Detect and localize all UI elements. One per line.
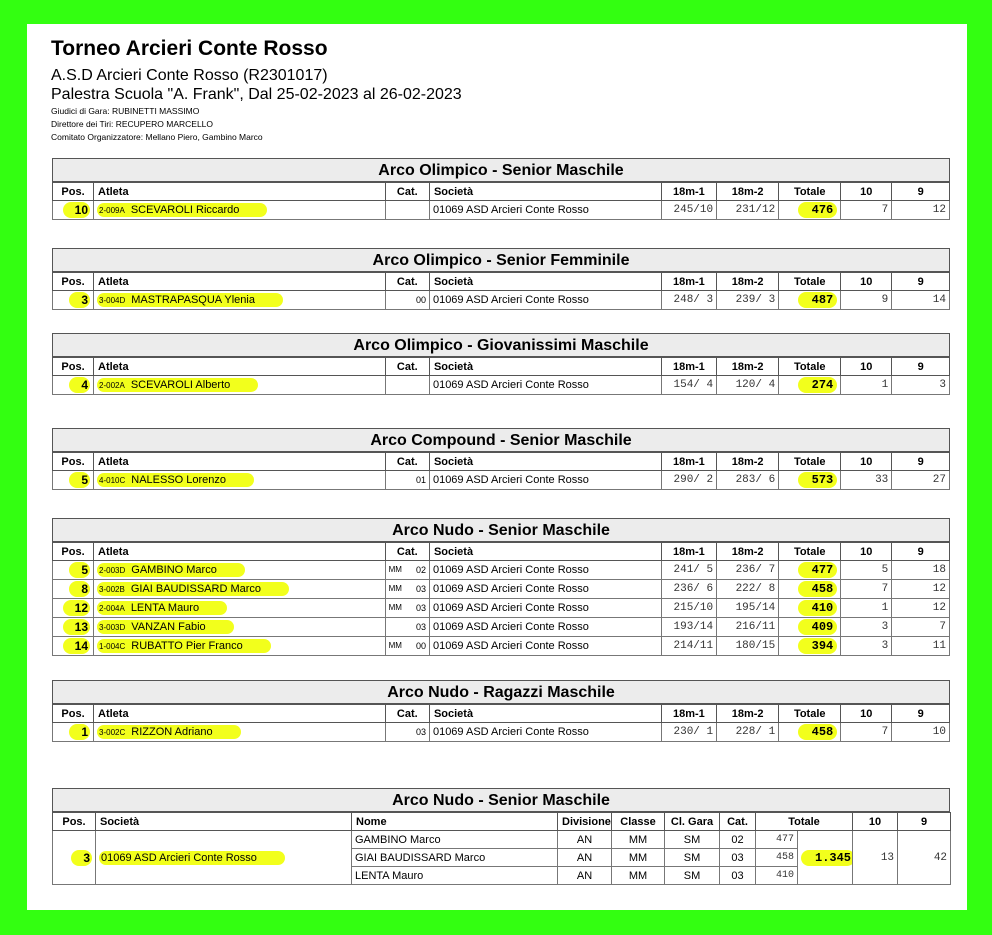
athlete-row [53, 618, 950, 637]
position [53, 637, 94, 656]
round-2-score: 231/12 [717, 201, 779, 220]
position-value: 4 [69, 377, 90, 393]
team-table [52, 812, 951, 885]
athlete-code: 3-002B [99, 585, 125, 594]
team-tens: 13 [853, 831, 898, 885]
athlete-name: RIZZON Adriano [131, 726, 213, 738]
col-round-2: 18m-2 [717, 705, 779, 723]
athlete-row [53, 376, 950, 395]
athlete-cell [94, 580, 386, 599]
header-row [53, 543, 950, 561]
col-athlete: Atleta [94, 183, 386, 201]
athlete-name: GAMBINO Marco [131, 564, 217, 576]
round-2-score: 228/ 1 [717, 723, 779, 742]
member-cl-gara: SM [665, 831, 720, 849]
col-tens: 10 [841, 453, 892, 471]
section-title: Arco Olimpico - Senior Maschile [52, 158, 950, 182]
category [385, 599, 429, 618]
results-table [52, 182, 950, 220]
round-1-score: 214/11 [661, 637, 716, 656]
col-pos: Pos. [53, 453, 94, 471]
athlete-code: 2-009A [99, 206, 125, 215]
col-pos: Pos. [53, 813, 96, 831]
section-title: Arco Nudo - Senior Maschile [52, 518, 950, 542]
position-value: 13 [63, 619, 90, 635]
total-value: 409 [798, 619, 838, 635]
col-society: Società [429, 543, 661, 561]
category-code: 00 [415, 295, 426, 305]
col-athlete: Atleta [94, 273, 386, 291]
col-athlete: Atleta [94, 705, 386, 723]
col-nines: 9 [892, 705, 950, 723]
member-class: MM [612, 831, 665, 849]
nines-count: 12 [892, 580, 950, 599]
position-value: 5 [69, 472, 90, 488]
section-title: Arco Nudo - Ragazzi Maschile [52, 680, 950, 704]
society: 01069 ASD Arcieri Conte Rosso [429, 618, 661, 637]
team-total [798, 831, 853, 885]
nines-count: 18 [892, 561, 950, 580]
society: 01069 ASD Arcieri Conte Rosso [429, 723, 661, 742]
category-code: 01 [415, 475, 426, 485]
col-round-1: 18m-1 [661, 705, 716, 723]
society: 01069 ASD Arcieri Conte Rosso [429, 580, 661, 599]
col-total: Totale [779, 273, 841, 291]
athlete-code: 2-002A [99, 381, 125, 390]
team-header-row [53, 813, 951, 831]
category [385, 561, 429, 580]
category [385, 723, 429, 742]
athlete-row [53, 599, 950, 618]
athlete-highlight [97, 620, 234, 634]
position [53, 723, 94, 742]
col-society: Società [429, 183, 661, 201]
category-code: 03 [415, 727, 426, 737]
athlete-cell [94, 618, 386, 637]
section-title: Arco Olimpico - Senior Femminile [52, 248, 950, 272]
category-section [52, 158, 950, 220]
col-society: Società [96, 813, 352, 831]
position [53, 291, 94, 310]
athlete-name: VANZAN Fabio [131, 621, 206, 633]
col-round-2: 18m-2 [717, 358, 779, 376]
total-value: 274 [798, 377, 838, 393]
member-division: AN [558, 849, 612, 867]
round-2-score: 180/15 [717, 637, 779, 656]
committee-line: Comitato Organizzatore: Mellano Piero, Gambino Marco [51, 132, 263, 142]
tens-count: 3 [841, 618, 892, 637]
results-table [52, 542, 950, 656]
position [53, 561, 94, 580]
category [385, 637, 429, 656]
round-2-score: 222/ 8 [717, 580, 779, 599]
header-row [53, 358, 950, 376]
col-total: Totale [779, 705, 841, 723]
total-value: 573 [798, 472, 838, 488]
team-nines: 42 [898, 831, 951, 885]
athlete-name: NALESSO Lorenzo [131, 474, 227, 486]
col-round-1: 18m-1 [661, 183, 716, 201]
round-1-score: 230/ 1 [661, 723, 716, 742]
athlete-row [53, 637, 950, 656]
results-table [52, 272, 950, 310]
total-score [779, 201, 841, 220]
category-section [52, 680, 950, 742]
member-division: AN [558, 831, 612, 849]
col-cat: Cat. [385, 705, 429, 723]
col-society: Società [429, 705, 661, 723]
col-cat: Cat. [385, 358, 429, 376]
athlete-highlight [97, 601, 227, 615]
col-total: Totale [779, 453, 841, 471]
nines-count: 3 [892, 376, 950, 395]
position-value: 10 [63, 202, 90, 218]
category-code: 00 [415, 641, 426, 651]
category-code: 02 [415, 565, 426, 575]
col-round-2: 18m-2 [717, 273, 779, 291]
total-score [779, 561, 841, 580]
category-section [52, 428, 950, 490]
position-value: 12 [63, 600, 90, 616]
tens-count: 3 [841, 637, 892, 656]
col-cat: Cat. [385, 273, 429, 291]
tens-count: 1 [841, 376, 892, 395]
member-name: GIAI BAUDISSARD Marco [352, 849, 558, 867]
col-class: Classe [612, 813, 665, 831]
round-1-score: 248/ 3 [661, 291, 716, 310]
total-value: 394 [798, 638, 838, 654]
athlete-name: GIAI BAUDISSARD Marco [130, 583, 262, 595]
category [385, 618, 429, 637]
col-round-1: 18m-1 [661, 453, 716, 471]
round-2-score: 239/ 3 [717, 291, 779, 310]
athlete-cell [94, 376, 386, 395]
team-pos [53, 831, 96, 885]
member-score: 410 [756, 867, 798, 885]
header-row [53, 453, 950, 471]
header-row [53, 273, 950, 291]
round-1-score: 193/14 [661, 618, 716, 637]
athlete-highlight [97, 378, 258, 392]
tournament-title: Torneo Arcieri Conte Rosso [51, 37, 328, 60]
athlete-cell [94, 599, 386, 618]
athlete-cell [94, 561, 386, 580]
col-cat: Cat. [385, 543, 429, 561]
team-society-value: 01069 ASD Arcieri Conte Rosso [99, 851, 285, 865]
total-value: 487 [798, 292, 838, 308]
athlete-row [53, 291, 950, 310]
results-table [52, 452, 950, 490]
col-round-2: 18m-2 [717, 543, 779, 561]
section-title: Arco Compound - Senior Maschile [52, 428, 950, 452]
position-value: 8 [69, 581, 90, 597]
section-title: Arco Nudo - Senior Maschile [52, 788, 950, 812]
athlete-code: 4-010C [99, 476, 126, 485]
category-section [52, 248, 950, 310]
nines-count: 10 [892, 723, 950, 742]
col-round-1: 18m-1 [661, 358, 716, 376]
round-2-score: 236/ 7 [717, 561, 779, 580]
nines-count: 7 [892, 618, 950, 637]
tens-count: 33 [841, 471, 892, 490]
team-section [52, 788, 950, 885]
society: 01069 ASD Arcieri Conte Rosso [429, 291, 661, 310]
total-score [779, 618, 841, 637]
col-tens: 10 [841, 543, 892, 561]
athlete-highlight [97, 725, 241, 739]
position [53, 580, 94, 599]
position-value: 14 [63, 638, 90, 654]
col-cat: Cat. [385, 453, 429, 471]
class-code: MM [388, 603, 402, 612]
athlete-code: 2-004A [99, 604, 125, 613]
class-code: MM [388, 584, 402, 593]
col-athlete: Atleta [94, 543, 386, 561]
venue-line: Palestra Scuola "A. Frank", Dal 25-02-2023 al 26-02-2023 [51, 86, 462, 103]
athlete-name: LENTA Mauro [130, 602, 200, 614]
athlete-code: 3-003D [99, 623, 126, 632]
col-tens: 10 [853, 813, 898, 831]
round-2-score: 283/ 6 [717, 471, 779, 490]
club-line: A.S.D Arcieri Conte Rosso (R2301017) [51, 67, 328, 84]
col-tens: 10 [841, 705, 892, 723]
category-section [52, 333, 950, 395]
category-code: 03 [415, 584, 426, 594]
category [385, 471, 429, 490]
results-table [52, 357, 950, 395]
section-title: Arco Olimpico - Giovanissimi Maschile [52, 333, 950, 357]
col-nines: 9 [898, 813, 951, 831]
athlete-name: RUBATTO Pier Franco [131, 640, 243, 652]
col-nines: 9 [892, 543, 950, 561]
member-name: GAMBINO Marco [352, 831, 558, 849]
col-total: Totale [779, 543, 841, 561]
judges-line: Giudici di Gara: RUBINETTI MASSIMO [51, 106, 200, 116]
athlete-highlight [97, 582, 289, 596]
athlete-row [53, 580, 950, 599]
athlete-cell [94, 291, 386, 310]
athlete-cell [94, 201, 386, 220]
team-row [53, 831, 951, 849]
society: 01069 ASD Arcieri Conte Rosso [429, 599, 661, 618]
team-total-value: 1.345 [801, 850, 853, 866]
tens-count: 5 [841, 561, 892, 580]
round-1-score: 241/ 5 [661, 561, 716, 580]
col-cat: Cat. [385, 183, 429, 201]
col-athlete: Atleta [94, 358, 386, 376]
director-line: Direttore dei Tiri: RECUPERO MARCELLO [51, 119, 214, 129]
col-society: Società [429, 358, 661, 376]
col-total: Totale [779, 183, 841, 201]
athlete-name: MASTRAPASQUA Ylenia [131, 294, 255, 306]
header-row [53, 183, 950, 201]
member-cat: 03 [720, 849, 756, 867]
athlete-code: 2-003D [99, 566, 126, 575]
total-value: 477 [798, 562, 838, 578]
position [53, 201, 94, 220]
total-score [779, 376, 841, 395]
col-cl-gara: Cl. Gara [665, 813, 720, 831]
society: 01069 ASD Arcieri Conte Rosso [429, 637, 661, 656]
total-score [779, 599, 841, 618]
position [53, 471, 94, 490]
results-page [27, 24, 967, 910]
athlete-row [53, 471, 950, 490]
round-1-score: 154/ 4 [661, 376, 716, 395]
col-society: Società [429, 273, 661, 291]
category-code: 03 [415, 622, 426, 632]
athlete-row [53, 561, 950, 580]
col-division: Divisione [558, 813, 612, 831]
category [385, 291, 429, 310]
col-round-1: 18m-1 [661, 273, 716, 291]
col-total: Totale [779, 358, 841, 376]
col-tens: 10 [841, 358, 892, 376]
round-1-score: 290/ 2 [661, 471, 716, 490]
member-name: LENTA Mauro [352, 867, 558, 885]
col-nines: 9 [892, 453, 950, 471]
col-round-2: 18m-2 [717, 453, 779, 471]
col-name: Nome [352, 813, 558, 831]
athlete-cell [94, 723, 386, 742]
athlete-code: 1-004C [99, 642, 126, 651]
total-score [779, 291, 841, 310]
athlete-row [53, 723, 950, 742]
athlete-cell [94, 637, 386, 656]
results-table [52, 704, 950, 742]
round-2-score: 120/ 4 [717, 376, 779, 395]
team-society [96, 831, 352, 885]
col-nines: 9 [892, 358, 950, 376]
athlete-code: 3-002C [99, 728, 126, 737]
header-row [53, 705, 950, 723]
tens-count: 1 [841, 599, 892, 618]
nines-count: 12 [892, 201, 950, 220]
member-division: AN [558, 867, 612, 885]
tens-count: 7 [841, 723, 892, 742]
position [53, 376, 94, 395]
category-section [52, 518, 950, 656]
nines-count: 12 [892, 599, 950, 618]
society: 01069 ASD Arcieri Conte Rosso [429, 561, 661, 580]
document-header [51, 36, 462, 144]
col-pos: Pos. [53, 273, 94, 291]
col-nines: 9 [892, 273, 950, 291]
team-pos-value: 3 [71, 850, 92, 866]
member-cat: 03 [720, 867, 756, 885]
athlete-cell [94, 471, 386, 490]
position [53, 599, 94, 618]
col-total: Totale [756, 813, 853, 831]
athlete-name: SCEVAROLI Riccardo [130, 204, 240, 216]
athlete-highlight [97, 639, 271, 653]
total-score [779, 580, 841, 599]
member-cat: 02 [720, 831, 756, 849]
position-value: 3 [69, 292, 90, 308]
society: 01069 ASD Arcieri Conte Rosso [429, 471, 661, 490]
category [385, 201, 429, 220]
member-score: 477 [756, 831, 798, 849]
total-score [779, 471, 841, 490]
athlete-highlight [97, 203, 267, 217]
col-pos: Pos. [53, 705, 94, 723]
round-2-score: 195/14 [717, 599, 779, 618]
athlete-name: SCEVAROLI Alberto [130, 379, 231, 391]
member-score: 458 [756, 849, 798, 867]
round-1-score: 245/10 [661, 201, 716, 220]
class-code: MM [388, 641, 402, 650]
athlete-highlight [97, 563, 245, 577]
total-value: 458 [798, 581, 838, 597]
category [385, 376, 429, 395]
total-value: 476 [798, 202, 838, 218]
member-cl-gara: SM [665, 867, 720, 885]
col-nines: 9 [892, 183, 950, 201]
position-value: 1 [69, 724, 90, 740]
col-round-2: 18m-2 [717, 183, 779, 201]
nines-count: 11 [892, 637, 950, 656]
round-2-score: 216/11 [717, 618, 779, 637]
col-tens: 10 [841, 183, 892, 201]
col-pos: Pos. [53, 183, 94, 201]
col-tens: 10 [841, 273, 892, 291]
member-cl-gara: SM [665, 849, 720, 867]
col-pos: Pos. [53, 358, 94, 376]
nines-count: 27 [892, 471, 950, 490]
tens-count: 7 [841, 201, 892, 220]
category-code: 03 [415, 603, 426, 613]
athlete-code: 3-004D [99, 296, 126, 305]
nines-count: 14 [892, 291, 950, 310]
col-round-1: 18m-1 [661, 543, 716, 561]
total-score [779, 637, 841, 656]
member-class: MM [612, 849, 665, 867]
col-cat: Cat. [720, 813, 756, 831]
society: 01069 ASD Arcieri Conte Rosso [429, 376, 661, 395]
member-class: MM [612, 867, 665, 885]
class-code: MM [388, 565, 402, 574]
tens-count: 9 [841, 291, 892, 310]
position [53, 618, 94, 637]
society: 01069 ASD Arcieri Conte Rosso [429, 201, 661, 220]
tens-count: 7 [841, 580, 892, 599]
total-value: 410 [798, 600, 838, 616]
athlete-highlight [97, 473, 254, 487]
col-pos: Pos. [53, 543, 94, 561]
athlete-highlight [97, 293, 283, 307]
position-value: 5 [69, 562, 90, 578]
athlete-row [53, 201, 950, 220]
total-value: 458 [798, 724, 838, 740]
col-athlete: Atleta [94, 453, 386, 471]
category [385, 580, 429, 599]
total-score [779, 723, 841, 742]
round-1-score: 215/10 [661, 599, 716, 618]
round-1-score: 236/ 6 [661, 580, 716, 599]
col-society: Società [429, 453, 661, 471]
